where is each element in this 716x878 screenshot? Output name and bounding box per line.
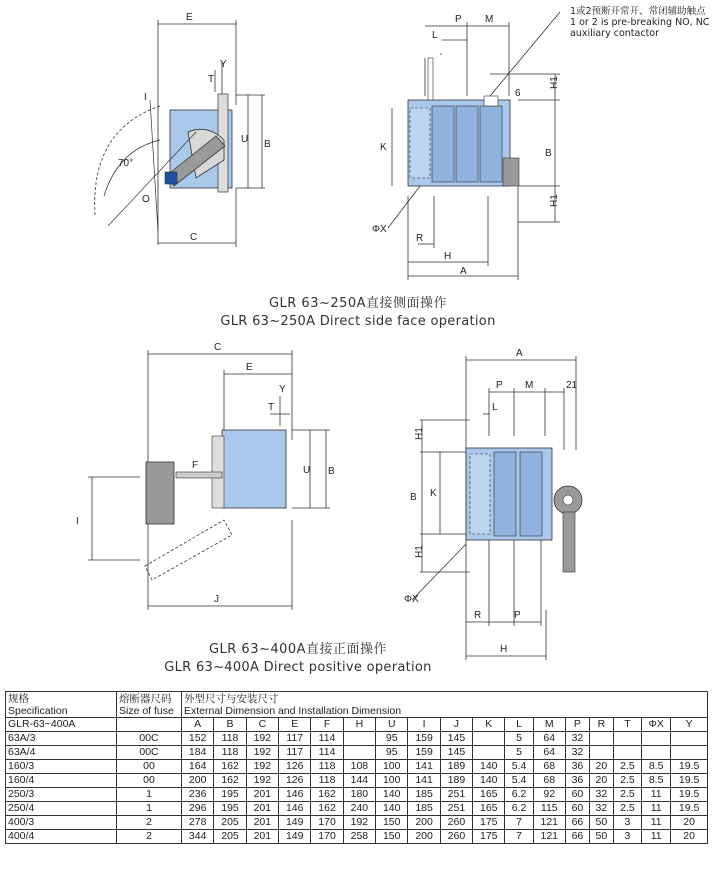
top-label-O: O xyxy=(142,194,150,205)
row-value: 5.4 xyxy=(505,760,533,774)
column-header: K xyxy=(473,718,505,732)
top-label-U: U xyxy=(241,134,249,145)
row-value: 162 xyxy=(214,760,246,774)
row-value: 50 xyxy=(589,816,613,830)
top-label-B: B xyxy=(264,139,271,150)
top-front-label-X: ΦX xyxy=(372,224,387,235)
row-value: 117 xyxy=(279,732,311,746)
row-value: 114 xyxy=(311,746,343,760)
row-value: 150 xyxy=(376,816,408,830)
row-value: 140 xyxy=(473,774,505,788)
row-fuse: 00C xyxy=(117,732,182,746)
row-value xyxy=(589,746,613,760)
row-value: 36 xyxy=(565,774,589,788)
row-value: 149 xyxy=(279,830,311,844)
bottom-label-I: I xyxy=(76,516,79,527)
row-value: 121 xyxy=(533,830,565,844)
row-value xyxy=(589,732,613,746)
table-column-row xyxy=(6,718,708,732)
row-value: 260 xyxy=(440,830,472,844)
row-spec: 400/4 xyxy=(6,830,117,844)
bottom-front-label-M: M xyxy=(525,380,534,391)
row-value: 236 xyxy=(182,788,214,802)
top-caption-cn: GLR 63~250A直接侧面操作 xyxy=(268,296,448,311)
table-row xyxy=(6,760,708,774)
row-fuse: 1 xyxy=(117,788,182,802)
row-value: 32 xyxy=(589,788,613,802)
row-value: 180 xyxy=(343,788,375,802)
row-value: 20 xyxy=(671,816,708,830)
row-value: 3 xyxy=(613,816,641,830)
top-front-label-P: P xyxy=(455,14,462,25)
row-value: 201 xyxy=(246,816,278,830)
row-value: 144 xyxy=(343,774,375,788)
header-dimension xyxy=(182,692,708,718)
column-header: J xyxy=(440,718,472,732)
top-front-label-M: M xyxy=(485,14,494,25)
note-cn: 1或2预断开常开、常闭辅助触点 xyxy=(570,6,706,17)
bottom-front-label-R: R xyxy=(474,610,482,621)
bottom-label-C: C xyxy=(214,342,222,353)
row-fuse: 00 xyxy=(117,760,182,774)
row-value: 192 xyxy=(343,816,375,830)
row-fuse: 00 xyxy=(117,774,182,788)
row-value: 278 xyxy=(182,816,214,830)
row-fuse: 00C xyxy=(117,746,182,760)
row-value: 184 xyxy=(182,746,214,760)
row-value: 115 xyxy=(533,802,565,816)
table-body xyxy=(6,732,708,844)
row-value: 7 xyxy=(505,830,533,844)
row-value: 95 xyxy=(376,746,408,760)
bottom-front-label-H: H xyxy=(500,644,508,655)
top-front-label-6: 6 xyxy=(515,88,521,99)
top-caption-en: GLR 63~250A Direct side face operation xyxy=(220,314,496,329)
row-value: 118 xyxy=(311,774,343,788)
row-value: 296 xyxy=(182,802,214,816)
row-value: 118 xyxy=(311,760,343,774)
column-header: H xyxy=(343,718,375,732)
top-label-I: I xyxy=(144,92,147,103)
table-row xyxy=(6,802,708,816)
row-value: 2.5 xyxy=(613,802,641,816)
row-value: 170 xyxy=(311,830,343,844)
row-value: 100 xyxy=(376,774,408,788)
row-value: 145 xyxy=(440,732,472,746)
row-value: 2.5 xyxy=(613,760,641,774)
row-value: 149 xyxy=(279,816,311,830)
header-fuse xyxy=(117,692,182,718)
table-row xyxy=(6,816,708,830)
table-row xyxy=(6,830,708,844)
row-value: 5 xyxy=(505,732,533,746)
row-value: 20 xyxy=(589,760,613,774)
row-value: 175 xyxy=(473,830,505,844)
column-header: A xyxy=(182,718,214,732)
top-label-C: C xyxy=(190,232,198,243)
row-value: 6.2 xyxy=(505,802,533,816)
column-header: F xyxy=(311,718,343,732)
row-value: 201 xyxy=(246,788,278,802)
top-front-label-K: K xyxy=(380,142,387,153)
column-header: U xyxy=(376,718,408,732)
bottom-label-T: T xyxy=(268,402,275,413)
row-spec: 400/3 xyxy=(6,816,117,830)
bottom-label-F: F xyxy=(192,460,199,471)
row-value xyxy=(671,746,708,760)
note-en: 1 or 2 is pre-breaking NO, NC auxiliary contactor xyxy=(570,17,710,39)
row-value xyxy=(473,732,505,746)
row-fuse: 2 xyxy=(117,830,182,844)
row-value: 146 xyxy=(279,802,311,816)
row-value: 141 xyxy=(408,760,440,774)
bottom-label-J: J xyxy=(214,594,219,605)
top-front-label-A: A xyxy=(460,266,467,277)
row-value: 19.5 xyxy=(671,802,708,816)
row-fuse: 2 xyxy=(117,816,182,830)
row-value: 108 xyxy=(343,760,375,774)
row-value: 175 xyxy=(473,816,505,830)
row-value: 251 xyxy=(440,802,472,816)
column-header: E xyxy=(279,718,311,732)
row-value xyxy=(642,746,671,760)
row-spec: 250/3 xyxy=(6,788,117,802)
column-header: Y xyxy=(671,718,708,732)
row-value: 189 xyxy=(440,774,472,788)
bottom-front-label-H1b: H1 xyxy=(414,545,425,558)
row-value xyxy=(671,732,708,746)
row-value: 140 xyxy=(376,802,408,816)
sub-label-fuse xyxy=(117,718,182,732)
table-row xyxy=(6,788,708,802)
row-value: 11 xyxy=(642,816,671,830)
row-value: 118 xyxy=(214,746,246,760)
row-value: 140 xyxy=(473,760,505,774)
row-value: 118 xyxy=(214,732,246,746)
bottom-front-label-L: L xyxy=(492,402,498,413)
row-value: 2.5 xyxy=(613,774,641,788)
row-value: 165 xyxy=(473,802,505,816)
row-value: 6.2 xyxy=(505,788,533,802)
column-header: T xyxy=(613,718,641,732)
row-value: 117 xyxy=(279,746,311,760)
header-spec xyxy=(6,692,117,718)
bottom-front-label-A: A xyxy=(516,348,523,359)
row-spec: 250/4 xyxy=(6,802,117,816)
row-spec: 63A/3 xyxy=(6,732,117,746)
row-value: 258 xyxy=(343,830,375,844)
row-value: 11 xyxy=(642,788,671,802)
row-value: 68 xyxy=(533,760,565,774)
row-value: 36 xyxy=(565,760,589,774)
header-fuse-cn: 熔断器尺码 xyxy=(119,693,172,705)
row-value: 195 xyxy=(214,802,246,816)
header-spec-cn: 规格 xyxy=(8,693,29,705)
row-value: 146 xyxy=(279,788,311,802)
row-value: 126 xyxy=(279,760,311,774)
row-value xyxy=(473,746,505,760)
row-value: 150 xyxy=(376,830,408,844)
row-value: 140 xyxy=(376,788,408,802)
row-spec: 160/3 xyxy=(6,760,117,774)
row-value: 200 xyxy=(182,774,214,788)
bottom-label-B: B xyxy=(328,466,335,477)
row-value: 145 xyxy=(440,746,472,760)
bottom-front-label-B: B xyxy=(410,492,417,503)
row-value: 32 xyxy=(565,746,589,760)
column-header: P xyxy=(565,718,589,732)
row-value: 189 xyxy=(440,760,472,774)
top-label-E: E xyxy=(186,12,193,23)
row-value: 95 xyxy=(376,732,408,746)
row-value: 260 xyxy=(440,816,472,830)
top-label-Y: Y xyxy=(220,59,227,70)
bottom-front-view-drawing xyxy=(0,340,716,670)
bottom-front-label-H1a: H1 xyxy=(414,427,425,440)
top-front-label-R: R xyxy=(416,233,424,244)
column-header: L xyxy=(505,718,533,732)
row-value: 5.4 xyxy=(505,774,533,788)
row-value xyxy=(613,746,641,760)
row-value: 205 xyxy=(214,816,246,830)
row-value: 192 xyxy=(246,774,278,788)
bottom-front-label-P2: P xyxy=(514,610,521,621)
row-value: 60 xyxy=(565,788,589,802)
row-value: 159 xyxy=(408,732,440,746)
table-header-row xyxy=(6,692,708,718)
row-value: 185 xyxy=(408,788,440,802)
top-label-angle: 70° xyxy=(118,158,134,169)
row-value: 162 xyxy=(311,802,343,816)
row-value: 201 xyxy=(246,802,278,816)
row-value: 5 xyxy=(505,746,533,760)
row-value: 200 xyxy=(408,830,440,844)
row-value: 114 xyxy=(311,732,343,746)
row-value: 60 xyxy=(565,802,589,816)
bottom-label-U: U xyxy=(303,465,311,476)
row-value: 3 xyxy=(613,830,641,844)
column-header: I xyxy=(408,718,440,732)
row-value xyxy=(343,746,375,760)
bottom-front-label-P: P xyxy=(496,380,503,391)
bottom-front-label-X: ΦX xyxy=(404,594,419,605)
row-value: 2.5 xyxy=(613,788,641,802)
row-value xyxy=(613,732,641,746)
top-front-label-H1a: H1 xyxy=(549,76,560,89)
row-value: 32 xyxy=(589,802,613,816)
row-value: 159 xyxy=(408,746,440,760)
table-row xyxy=(6,774,708,788)
row-value: 66 xyxy=(565,830,589,844)
header-dim-cn: 外型尺寸与安装尺寸 xyxy=(184,693,279,705)
row-value: 32 xyxy=(565,732,589,746)
row-value xyxy=(343,732,375,746)
top-front-label-H: H xyxy=(444,251,452,262)
row-value: 64 xyxy=(533,746,565,760)
top-front-label-B: B xyxy=(545,148,552,159)
row-value: 165 xyxy=(473,788,505,802)
bottom-caption-cn: GLR 63~400A直接正面操作 xyxy=(208,642,388,657)
row-value: 121 xyxy=(533,816,565,830)
bottom-caption-en: GLR 63~400A Direct positive operation xyxy=(164,660,432,675)
row-value: 164 xyxy=(182,760,214,774)
row-value: 66 xyxy=(565,816,589,830)
row-value: 205 xyxy=(214,830,246,844)
header-dim-en: External Dimension and Installation Dimension xyxy=(184,705,402,717)
top-front-label-H1b: H1 xyxy=(549,194,560,207)
table-row xyxy=(6,746,708,760)
row-value: 162 xyxy=(214,774,246,788)
row-value: 141 xyxy=(408,774,440,788)
row-value: 192 xyxy=(246,732,278,746)
row-spec: 63A/4 xyxy=(6,746,117,760)
row-value: 20 xyxy=(589,774,613,788)
row-value: 251 xyxy=(440,788,472,802)
row-value: 11 xyxy=(642,830,671,844)
column-header: B xyxy=(214,718,246,732)
row-value: 68 xyxy=(533,774,565,788)
column-header: M xyxy=(533,718,565,732)
row-value: 7 xyxy=(505,816,533,830)
row-spec: 160/4 xyxy=(6,774,117,788)
row-value: 162 xyxy=(311,788,343,802)
column-header: ΦX xyxy=(642,718,671,732)
row-value: 20 xyxy=(671,830,708,844)
row-value: 126 xyxy=(279,774,311,788)
row-value: 11 xyxy=(642,802,671,816)
header-fuse-en: Size of fuse xyxy=(119,705,174,717)
row-value: 200 xyxy=(408,816,440,830)
row-value: 50 xyxy=(589,830,613,844)
row-value: 240 xyxy=(343,802,375,816)
row-value: 100 xyxy=(376,760,408,774)
row-value: 170 xyxy=(311,816,343,830)
row-value: 19.5 xyxy=(671,760,708,774)
top-label-T: T xyxy=(208,74,215,85)
row-value: 192 xyxy=(246,760,278,774)
row-value xyxy=(642,732,671,746)
row-value: 64 xyxy=(533,732,565,746)
bottom-front-label-K: K xyxy=(430,488,437,499)
row-value: 19.5 xyxy=(671,788,708,802)
row-value: 8.5 xyxy=(642,774,671,788)
dimension-table xyxy=(5,691,708,844)
row-value: 19.5 xyxy=(671,774,708,788)
row-value: 185 xyxy=(408,802,440,816)
row-value: 201 xyxy=(246,830,278,844)
column-header: R xyxy=(589,718,613,732)
row-value: 192 xyxy=(246,746,278,760)
header-spec-en: Specification xyxy=(8,705,68,717)
sub-label: GLR-63~400A xyxy=(6,718,117,732)
top-front-label-L: L xyxy=(432,30,438,41)
row-value: 344 xyxy=(182,830,214,844)
table-row xyxy=(6,732,708,746)
row-value: 8.5 xyxy=(642,760,671,774)
bottom-label-Y: Y xyxy=(279,384,286,395)
bottom-label-E: E xyxy=(246,362,253,373)
bottom-front-label-21: 21 xyxy=(566,380,578,391)
row-value: 92 xyxy=(533,788,565,802)
row-value: 195 xyxy=(214,788,246,802)
row-value: 152 xyxy=(182,732,214,746)
column-header: C xyxy=(246,718,278,732)
row-fuse: 1 xyxy=(117,802,182,816)
